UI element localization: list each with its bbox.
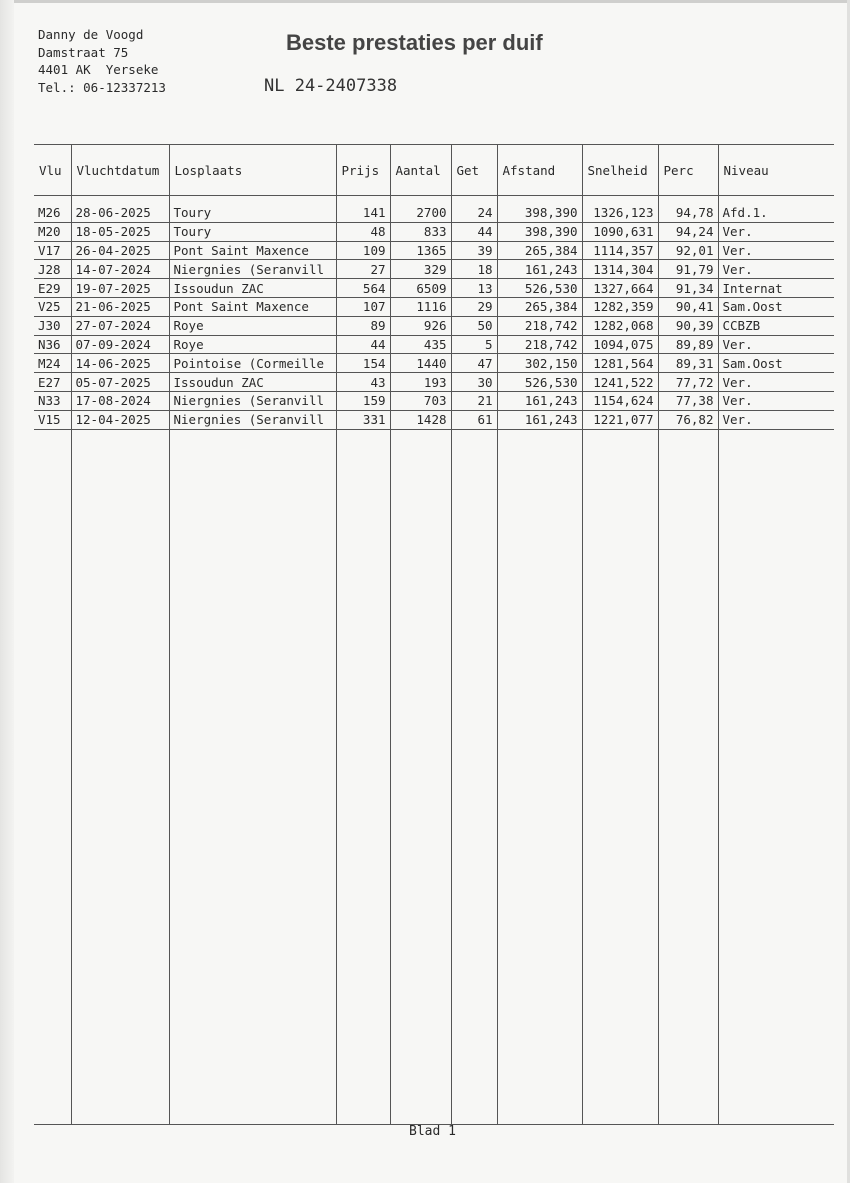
page-number: Blad 1 (409, 1124, 456, 1139)
cell-vluchtdatum: 14-06-2025 (71, 354, 169, 373)
cell-get: 44 (451, 222, 497, 241)
col-header-snelheid: Snelheid (582, 145, 658, 196)
table-row (34, 241, 834, 260)
cell-prijs: 89 (336, 316, 390, 335)
cell-prijs: 159 (336, 391, 390, 410)
cell-snelheid: 1090,631 (582, 222, 658, 241)
cell-afstand: 265,384 (497, 241, 582, 260)
results-table-wrapper (34, 144, 834, 1089)
cell-get: 61 (451, 410, 497, 429)
cell-afstand: 526,530 (497, 279, 582, 298)
cell-afstand: 161,243 (497, 260, 582, 279)
col-header-losplaats: Losplaats (169, 145, 336, 196)
cell-vlu: N36 (34, 335, 71, 354)
cell-get: 47 (451, 354, 497, 373)
cell-losplaats: Issoudun ZAC (169, 279, 336, 298)
cell-niveau: Afd.1. (718, 204, 834, 222)
cell-snelheid: 1154,624 (582, 391, 658, 410)
cell-aantal: 193 (390, 373, 451, 392)
cell-prijs: 107 (336, 297, 390, 316)
cell-get: 29 (451, 297, 497, 316)
cell-perc: 90,41 (658, 297, 718, 316)
cell-niveau: Ver. (718, 260, 834, 279)
cell-vlu: M24 (34, 354, 71, 373)
cell-perc: 92,01 (658, 241, 718, 260)
cell-aantal: 833 (390, 222, 451, 241)
cell-snelheid: 1221,077 (582, 410, 658, 429)
cell-afstand: 398,390 (497, 204, 582, 222)
cell-niveau: Sam.Oost (718, 354, 834, 373)
cell-vluchtdatum: 19-07-2025 (71, 279, 169, 298)
cell-get: 24 (451, 204, 497, 222)
cell-aantal: 1365 (390, 241, 451, 260)
cell-vlu: V15 (34, 410, 71, 429)
cell-vlu: J30 (34, 316, 71, 335)
cell-snelheid: 1282,068 (582, 316, 658, 335)
cell-niveau: Ver. (718, 391, 834, 410)
cell-niveau: Ver. (718, 410, 834, 429)
cell-perc: 94,78 (658, 204, 718, 222)
table-row (34, 297, 834, 316)
cell-vlu: M26 (34, 204, 71, 222)
cell-aantal: 926 (390, 316, 451, 335)
cell-get: 21 (451, 391, 497, 410)
cell-snelheid: 1281,564 (582, 354, 658, 373)
col-header-aantal: Aantal (390, 145, 451, 196)
cell-afstand: 302,150 (497, 354, 582, 373)
table-row (34, 335, 834, 354)
cell-vlu: N33 (34, 391, 71, 410)
cell-perc: 90,39 (658, 316, 718, 335)
cell-aantal: 1428 (390, 410, 451, 429)
cell-vluchtdatum: 18-05-2025 (71, 222, 169, 241)
cell-snelheid: 1241,522 (582, 373, 658, 392)
cell-niveau: Ver. (718, 373, 834, 392)
cell-aantal: 435 (390, 335, 451, 354)
cell-vluchtdatum: 21-06-2025 (71, 297, 169, 316)
cell-get: 39 (451, 241, 497, 260)
cell-losplaats: Niergnies (Seranvill (169, 410, 336, 429)
cell-vluchtdatum: 05-07-2025 (71, 373, 169, 392)
col-header-get: Get (451, 145, 497, 196)
cell-prijs: 48 (336, 222, 390, 241)
cell-snelheid: 1094,075 (582, 335, 658, 354)
cell-vlu: E27 (34, 373, 71, 392)
cell-vlu: V17 (34, 241, 71, 260)
cell-aantal: 2700 (390, 204, 451, 222)
cell-vluchtdatum: 14-07-2024 (71, 260, 169, 279)
cell-perc: 77,72 (658, 373, 718, 392)
cell-prijs: 109 (336, 241, 390, 260)
cell-losplaats: Roye (169, 335, 336, 354)
cell-losplaats: Issoudun ZAC (169, 373, 336, 392)
cell-prijs: 44 (336, 335, 390, 354)
cell-vlu: M20 (34, 222, 71, 241)
cell-perc: 89,31 (658, 354, 718, 373)
cell-prijs: 154 (336, 354, 390, 373)
cell-losplaats: Pont Saint Maxence (169, 297, 336, 316)
cell-vlu: J28 (34, 260, 71, 279)
address-street: Damstraat 75 (38, 44, 129, 60)
col-header-afstand: Afstand (497, 145, 582, 196)
cell-aantal: 703 (390, 391, 451, 410)
cell-afstand: 218,742 (497, 316, 582, 335)
col-header-vluchtdatum: Vluchtdatum (71, 145, 169, 196)
address-name: Danny de Voogd (38, 27, 144, 42)
cell-afstand: 161,243 (497, 410, 582, 429)
address-block (38, 26, 166, 96)
cell-niveau: Ver. (718, 222, 834, 241)
cell-afstand: 265,384 (497, 297, 582, 316)
cell-afstand: 218,742 (497, 335, 582, 354)
cell-aantal: 1116 (390, 297, 451, 316)
cell-get: 50 (451, 316, 497, 335)
cell-aantal: 1440 (390, 354, 451, 373)
cell-afstand: 398,390 (497, 222, 582, 241)
table-row (34, 410, 834, 429)
table-row (34, 222, 834, 241)
cell-niveau: Ver. (718, 241, 834, 260)
cell-perc: 89,89 (658, 335, 718, 354)
cell-aantal: 329 (390, 260, 451, 279)
cell-snelheid: 1314,304 (582, 260, 658, 279)
cell-niveau: CCBZB (718, 316, 834, 335)
cell-perc: 91,79 (658, 260, 718, 279)
cell-niveau: Sam.Oost (718, 297, 834, 316)
col-header-perc: Perc (658, 145, 718, 196)
col-header-prijs: Prijs (336, 145, 390, 196)
page-left-edge (0, 0, 14, 1183)
cell-vluchtdatum: 12-04-2025 (71, 410, 169, 429)
cell-prijs: 43 (336, 373, 390, 392)
cell-get: 18 (451, 260, 497, 279)
cell-perc: 77,38 (658, 391, 718, 410)
cell-snelheid: 1327,664 (582, 279, 658, 298)
table-row (34, 391, 834, 410)
cell-losplaats: Pont Saint Maxence (169, 241, 336, 260)
cell-niveau: Ver. (718, 335, 834, 354)
table-row (34, 279, 834, 298)
table-row (34, 373, 834, 392)
table-row (34, 316, 834, 335)
results-table (34, 144, 834, 1125)
col-header-vlu: Vlu (34, 145, 71, 196)
cell-losplaats: Niergnies (Seranvill (169, 391, 336, 410)
cell-vluchtdatum: 17-08-2024 (71, 391, 169, 410)
cell-afstand: 526,530 (497, 373, 582, 392)
cell-get: 13 (451, 279, 497, 298)
address-phone: Tel.: 06-12337213 (38, 79, 166, 95)
cell-prijs: 331 (336, 410, 390, 429)
cell-losplaats: Pointoise (Cormeille (169, 354, 336, 373)
cell-prijs: 27 (336, 260, 390, 279)
cell-losplaats: Toury (169, 222, 336, 241)
cell-perc: 94,24 (658, 222, 718, 241)
cell-get: 30 (451, 373, 497, 392)
cell-vluchtdatum: 28-06-2025 (71, 204, 169, 222)
cell-vlu: E29 (34, 279, 71, 298)
table-row (34, 354, 834, 373)
cell-perc: 76,82 (658, 410, 718, 429)
table-row (34, 260, 834, 279)
col-header-niveau: Niveau (718, 145, 834, 196)
cell-perc: 91,34 (658, 279, 718, 298)
cell-vluchtdatum: 07-09-2024 (71, 335, 169, 354)
page-title: Beste prestaties per duif (286, 30, 543, 55)
cell-niveau: Internat (718, 279, 834, 298)
cell-get: 5 (451, 335, 497, 354)
cell-afstand: 161,243 (497, 391, 582, 410)
cell-prijs: 141 (336, 204, 390, 222)
cell-snelheid: 1114,357 (582, 241, 658, 260)
cell-snelheid: 1326,123 (582, 204, 658, 222)
cell-losplaats: Roye (169, 316, 336, 335)
cell-vlu: V25 (34, 297, 71, 316)
cell-aantal: 6509 (390, 279, 451, 298)
cell-prijs: 564 (336, 279, 390, 298)
ring-number: NL 24-2407338 (264, 76, 398, 96)
table-header-row (34, 145, 834, 196)
cell-losplaats: Niergnies (Seranvill (169, 260, 336, 279)
cell-vluchtdatum: 27-07-2024 (71, 316, 169, 335)
header-gap-row (34, 196, 834, 205)
table-filler-row (34, 429, 834, 1124)
cell-vluchtdatum: 26-04-2025 (71, 241, 169, 260)
cell-snelheid: 1282,359 (582, 297, 658, 316)
cell-losplaats: Toury (169, 204, 336, 222)
address-city: 4401 AK Yerseke (38, 62, 159, 77)
page-top-edge (0, 0, 850, 3)
table-row (34, 204, 834, 222)
